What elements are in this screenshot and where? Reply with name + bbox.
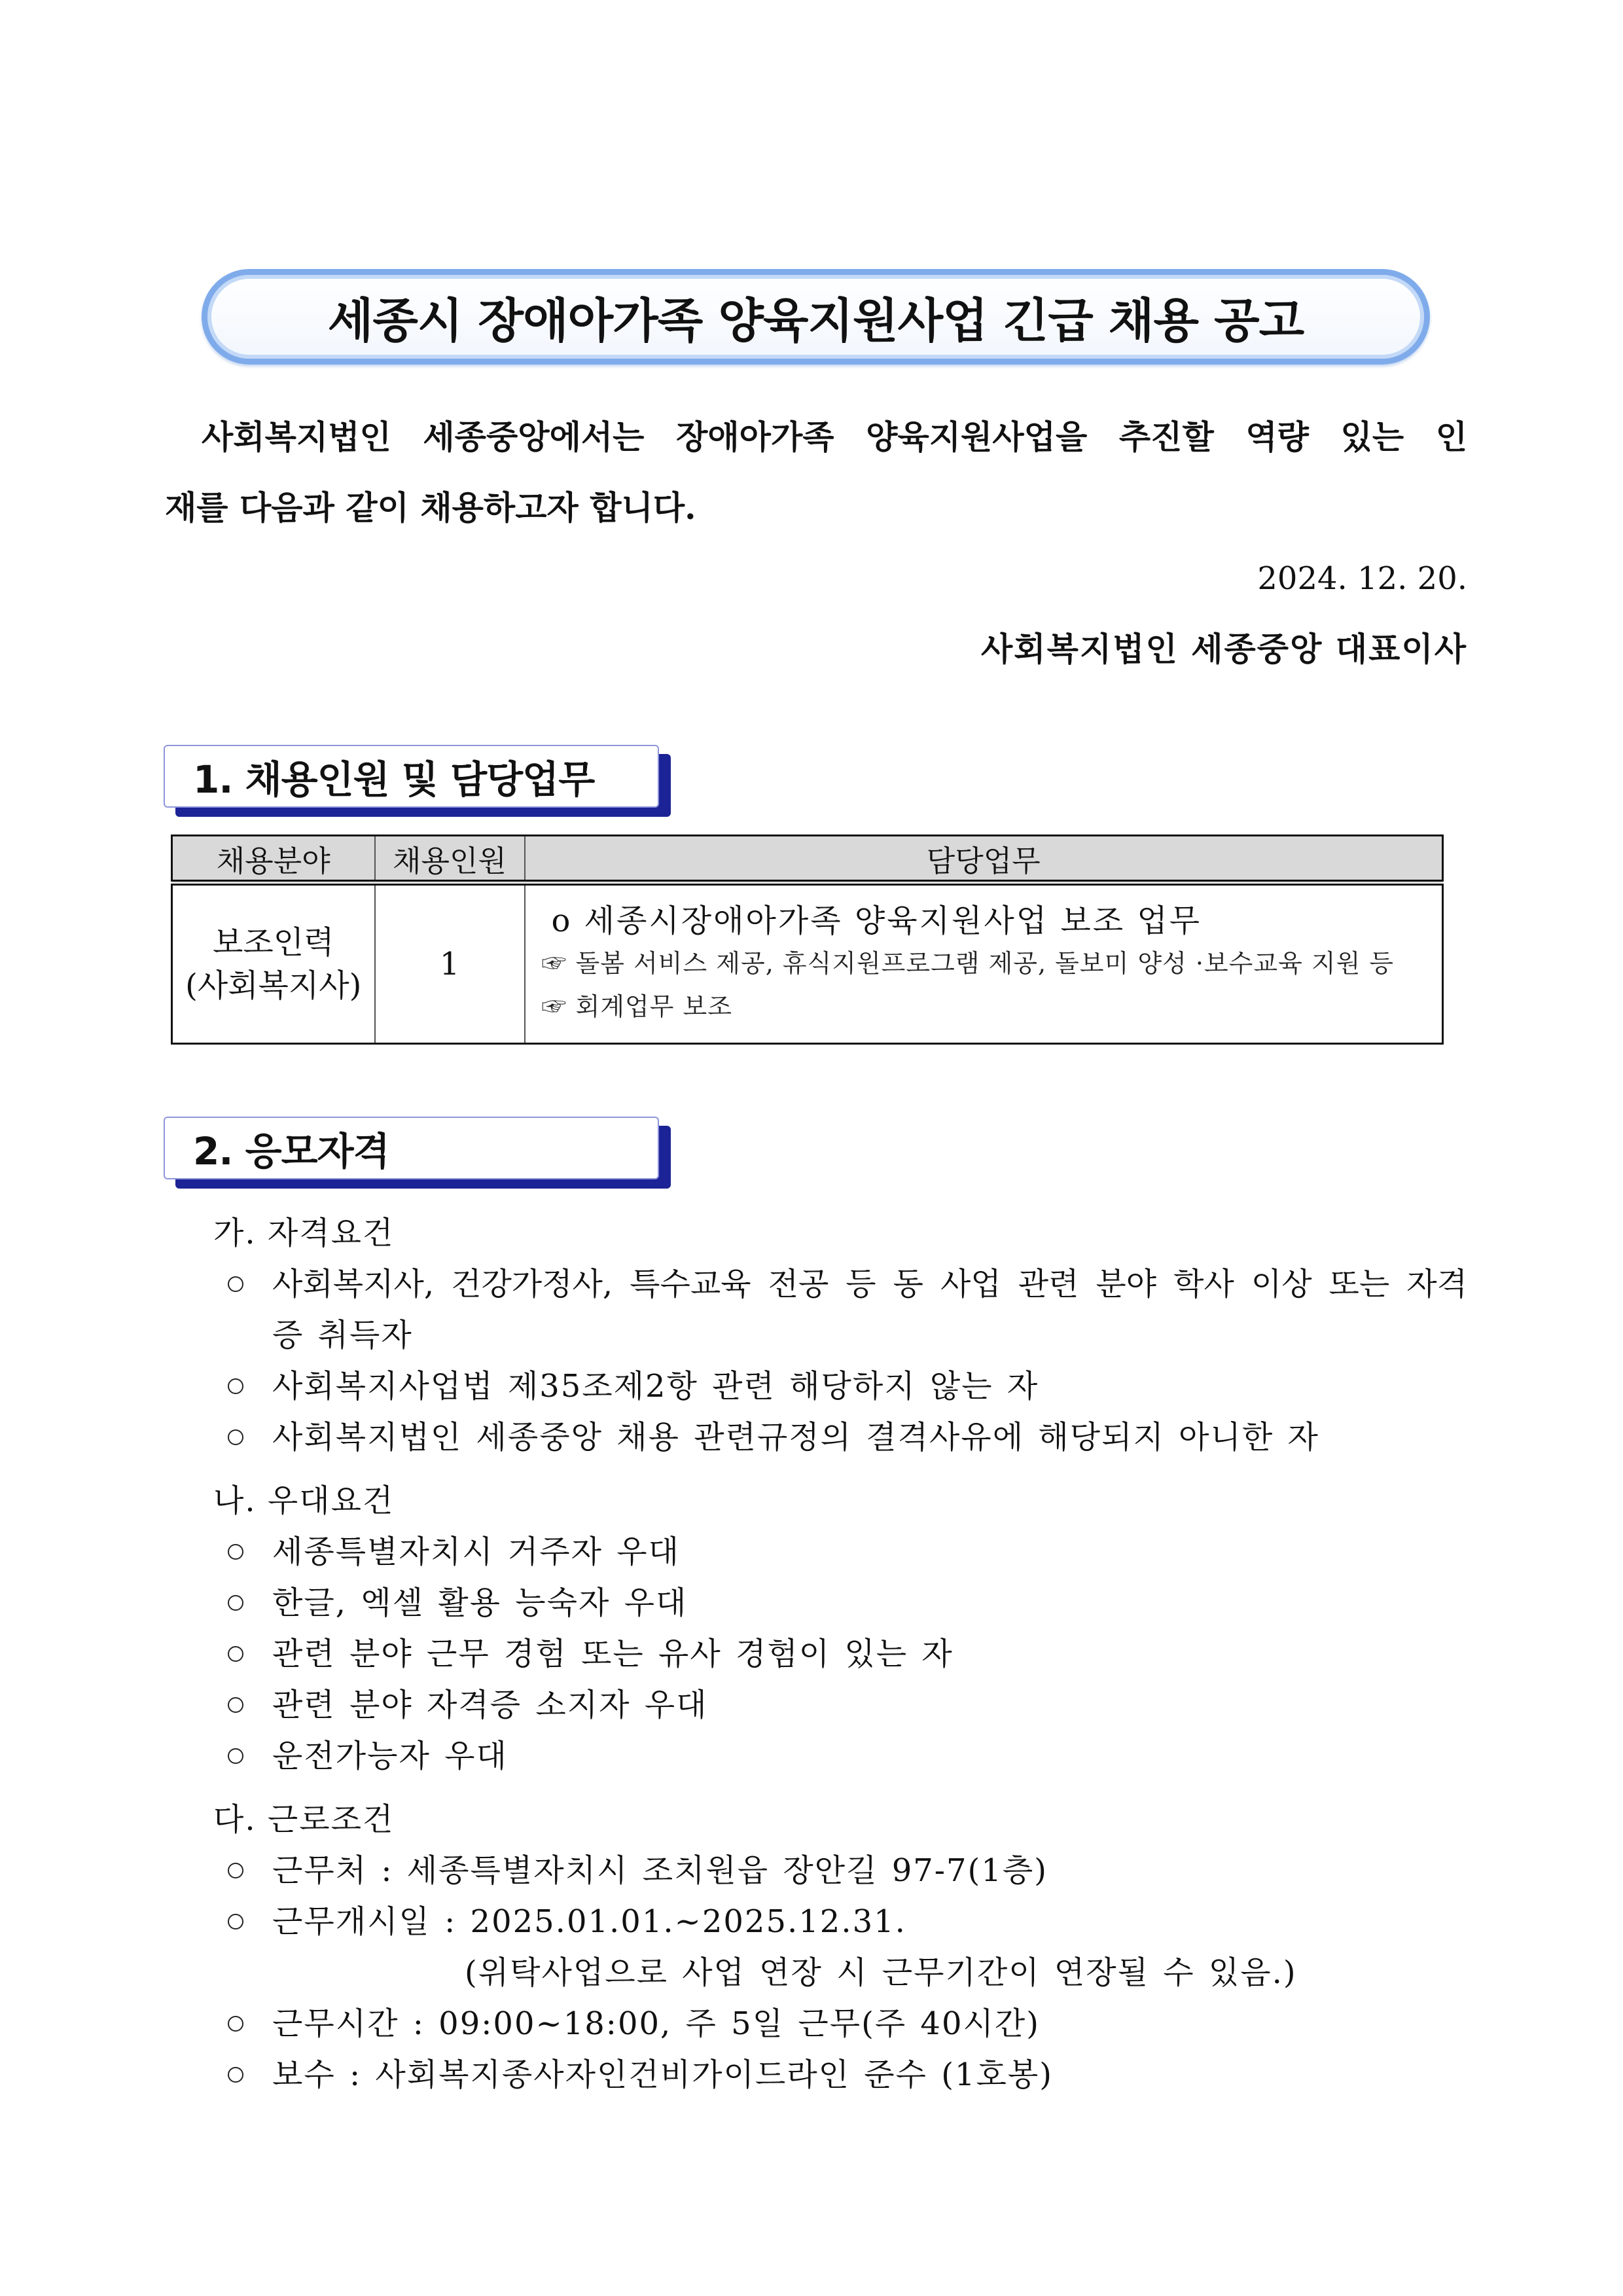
section-heading-qualifications [164, 1117, 659, 1179]
notice-date: 2024. 12. 20. [1257, 560, 1467, 597]
list-item [213, 1845, 1470, 1896]
list-item [213, 1731, 1470, 1782]
recruit-field-line: (사회복지사) [185, 967, 362, 1004]
group-title: 다. 근로조건 [213, 1801, 395, 1838]
list-item [213, 1259, 1470, 1361]
table-header-row [172, 836, 1443, 883]
recruit-field-line: 보조인력 [213, 924, 334, 961]
group-requirements [213, 1208, 1470, 1463]
list-item [213, 1679, 1470, 1731]
duty-main: o 세종시장애아가족 양육지원사업 보조 업무 [551, 903, 1202, 939]
recruitment-table [171, 834, 1444, 1045]
hollow-circle-bullet-icon [228, 1595, 243, 1611]
list-item-text: 한글, 엑셀 활용 능숙자 우대 [272, 1585, 688, 1621]
title-banner [202, 269, 1430, 365]
hollow-circle-bullet-icon [228, 1429, 243, 1445]
list-item-note: (위탁사업으로 사업 연장 시 근무기간이 연장될 수 있음.) [465, 1954, 1297, 1991]
hollow-circle-bullet-icon [228, 1544, 243, 1560]
list-item-text: 보수 : 사회복지종사자인건비가이드라인 준수 (1호봉) [272, 2056, 1053, 2093]
table-header-headcount: 채용인원 [375, 836, 525, 883]
intro-line-1: 사회복지법인 세종중앙에서는 장애아가족 양육지원사업을 추진할 역량 있는 인 [202, 418, 1467, 456]
list-item [213, 1577, 1470, 1628]
hollow-circle-bullet-icon [228, 1378, 243, 1394]
hollow-circle-bullet-icon [228, 1914, 243, 1929]
list-item-text: 근무시간 : 09:00~18:00, 주 5일 근무(주 40시간) [272, 2005, 1040, 2042]
list-item [213, 1526, 1470, 1577]
qualifications-list [213, 1208, 1470, 2100]
list-item [213, 1412, 1470, 1463]
list-item [213, 1896, 1470, 1998]
list-item [213, 1998, 1470, 2049]
list-item-text: 세종특별자치시 거주자 우대 [272, 1534, 680, 1570]
list-item [213, 1628, 1470, 1679]
cell-recruit-field [172, 883, 375, 1044]
cell-duties [525, 883, 1443, 1044]
list-item-text: 관련 분야 자격증 소지자 우대 [272, 1687, 708, 1723]
hollow-circle-bullet-icon [228, 1276, 243, 1292]
hollow-circle-bullet-icon [228, 1646, 243, 1662]
group-working-conditions [213, 1794, 1470, 2100]
group-preferences [213, 1475, 1470, 1782]
hollow-circle-bullet-icon [228, 2016, 243, 2032]
table-row [172, 883, 1443, 1044]
notice-title: 세종시 장애아가족 양육지원사업 긴급 채용 공고 [327, 293, 1304, 348]
intro-line-2: 재를 다음과 같이 채용하고자 합니다. [165, 488, 696, 527]
group-title: 나. 우대요건 [213, 1482, 395, 1519]
group-title: 가. 자격요건 [213, 1215, 395, 1251]
section-heading-recruitment [164, 745, 659, 808]
list-item-text: 근무처 : 세종특별자치시 조치원읍 장안길 97-7(1층) [272, 1852, 1048, 1889]
duty-detail: ☞ 회계업무 보조 [541, 992, 732, 1021]
section-heading-text: 1. 채용인원 및 담당업무 [193, 757, 595, 802]
cell-headcount: 1 [375, 883, 525, 1044]
section-heading-text: 2. 응모자격 [193, 1129, 389, 1174]
duty-detail: ☞ 돌봄 서비스 제공, 휴식지원프로그램 제공, 돌보미 양성 ·보수교육 지원 등 [541, 949, 1395, 978]
list-item-text: 관련 분야 근무 경험 또는 유사 경험이 있는 자 [272, 1636, 954, 1672]
list-item-text: 사회복지사업법 제35조제2항 관련 해당하지 않는 자 [272, 1368, 1039, 1405]
hollow-circle-bullet-icon [228, 1863, 243, 1878]
list-item-text-continued: 증 취득자 [272, 1317, 413, 1354]
list-item-text: 사회복지법인 세종중앙 채용 관련규정의 결격사유에 해당되지 아니한 자 [272, 1419, 1319, 1456]
hollow-circle-bullet-icon [228, 2067, 243, 2083]
issuer-signature: 사회복지법인 세종중앙 대표이사 [980, 630, 1467, 668]
hollow-circle-bullet-icon [228, 1748, 243, 1764]
table-header-field: 채용분야 [172, 836, 375, 883]
list-item-text: 운전가능자 우대 [272, 1738, 508, 1774]
hollow-circle-bullet-icon [228, 1697, 243, 1713]
table-header-duties: 담당업무 [525, 836, 1443, 883]
list-item [213, 1361, 1470, 1412]
list-item-text: 근무개시일 : 2025.01.01.~2025.12.31. [272, 1903, 906, 1940]
list-item-text: 사회복지사, 건강가정사, 특수교육 전공 등 동 사업 관련 분야 학사 이상 또는 자격 [272, 1266, 1467, 1302]
list-item [213, 2049, 1470, 2100]
